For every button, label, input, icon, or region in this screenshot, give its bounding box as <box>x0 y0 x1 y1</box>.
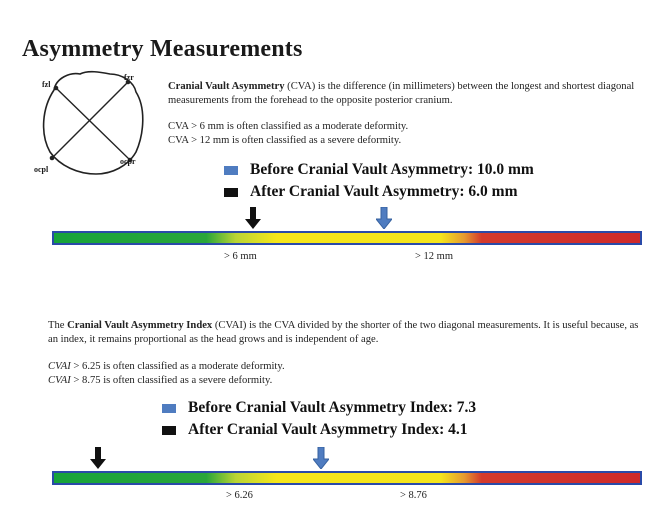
cvai-note1-term: CVAI <box>48 361 71 372</box>
cva-after-label: After Cranial Vault Asymmetry: 6.0 mm <box>250 183 518 200</box>
cvai-legend-before <box>162 399 476 417</box>
cvai-definition <box>48 319 648 347</box>
label-ocpr: ocpr <box>120 157 136 166</box>
cvai-intro: The <box>48 320 68 331</box>
cvai-note-moderate <box>48 360 285 374</box>
cva-definition <box>168 80 638 108</box>
cva-note-severe: CVA > 12 mm is often classified as a severe deformity. <box>168 135 402 146</box>
cvai-tick-severe: > 8.76 <box>400 490 427 501</box>
cva-tick-severe: > 12 mm <box>415 251 454 262</box>
cva-legend-after <box>224 183 517 201</box>
cva-legend-before <box>224 161 534 179</box>
cva-definition-text: (CVA) is the difference (in millimeters) between the longest and shortest diagonal measurements from the forehead to the opposite posterior cranium. <box>168 81 635 106</box>
cvai-term: Cranial Vault Asymmetry Index <box>67 320 213 331</box>
cva-scale-gradient <box>54 233 640 243</box>
cva-after-arrow-icon <box>245 207 261 229</box>
cva-before-arrow-icon <box>376 207 392 229</box>
label-ocpl: ocpl <box>34 165 49 174</box>
cva-before-label: Before Cranial Vault Asymmetry: 10.0 mm <box>250 161 534 178</box>
page-title: Asymmetry Measurements <box>22 36 303 62</box>
cvai-note2-term: CVAI <box>48 375 71 386</box>
after-swatch <box>162 426 176 435</box>
cvai-tick-moderate: > 6.26 <box>226 490 253 501</box>
cvai-after-arrow-icon <box>90 447 106 469</box>
label-fzr: fzr <box>124 73 134 82</box>
cvai-definition-text: (CVAI) is the CVA divided by the shorter of the two diagonal measurements. It is useful because, as an index, it remains proportional as the head grows and is independent of age. <box>48 320 639 345</box>
cvai-legend-after <box>162 421 468 439</box>
before-swatch <box>162 404 176 413</box>
cvai-note-severe <box>48 374 272 388</box>
cva-scale-bar <box>52 231 642 245</box>
cvai-note1-text: > 6.25 is often classified as a moderate deformity. <box>70 361 285 372</box>
cvai-before-arrow-icon <box>313 447 329 469</box>
cva-term: Cranial Vault Asymmetry <box>168 81 285 92</box>
cvai-note2-text: > 8.75 is often classified as a severe deformity. <box>70 375 273 386</box>
cvai-before-label: Before Cranial Vault Asymmetry Index: 7.3 <box>188 399 477 416</box>
before-swatch <box>224 166 238 175</box>
cvai-after-label: After Cranial Vault Asymmetry Index: 4.1 <box>188 421 468 438</box>
after-swatch <box>224 188 238 197</box>
label-fzl: fzl <box>42 80 51 89</box>
cvai-scale-bar <box>52 471 642 485</box>
cva-tick-moderate: > 6 mm <box>224 251 257 262</box>
cva-note-moderate: CVA > 6 mm is often classified as a moderate deformity. <box>168 121 409 132</box>
cvai-scale-gradient <box>54 473 640 483</box>
